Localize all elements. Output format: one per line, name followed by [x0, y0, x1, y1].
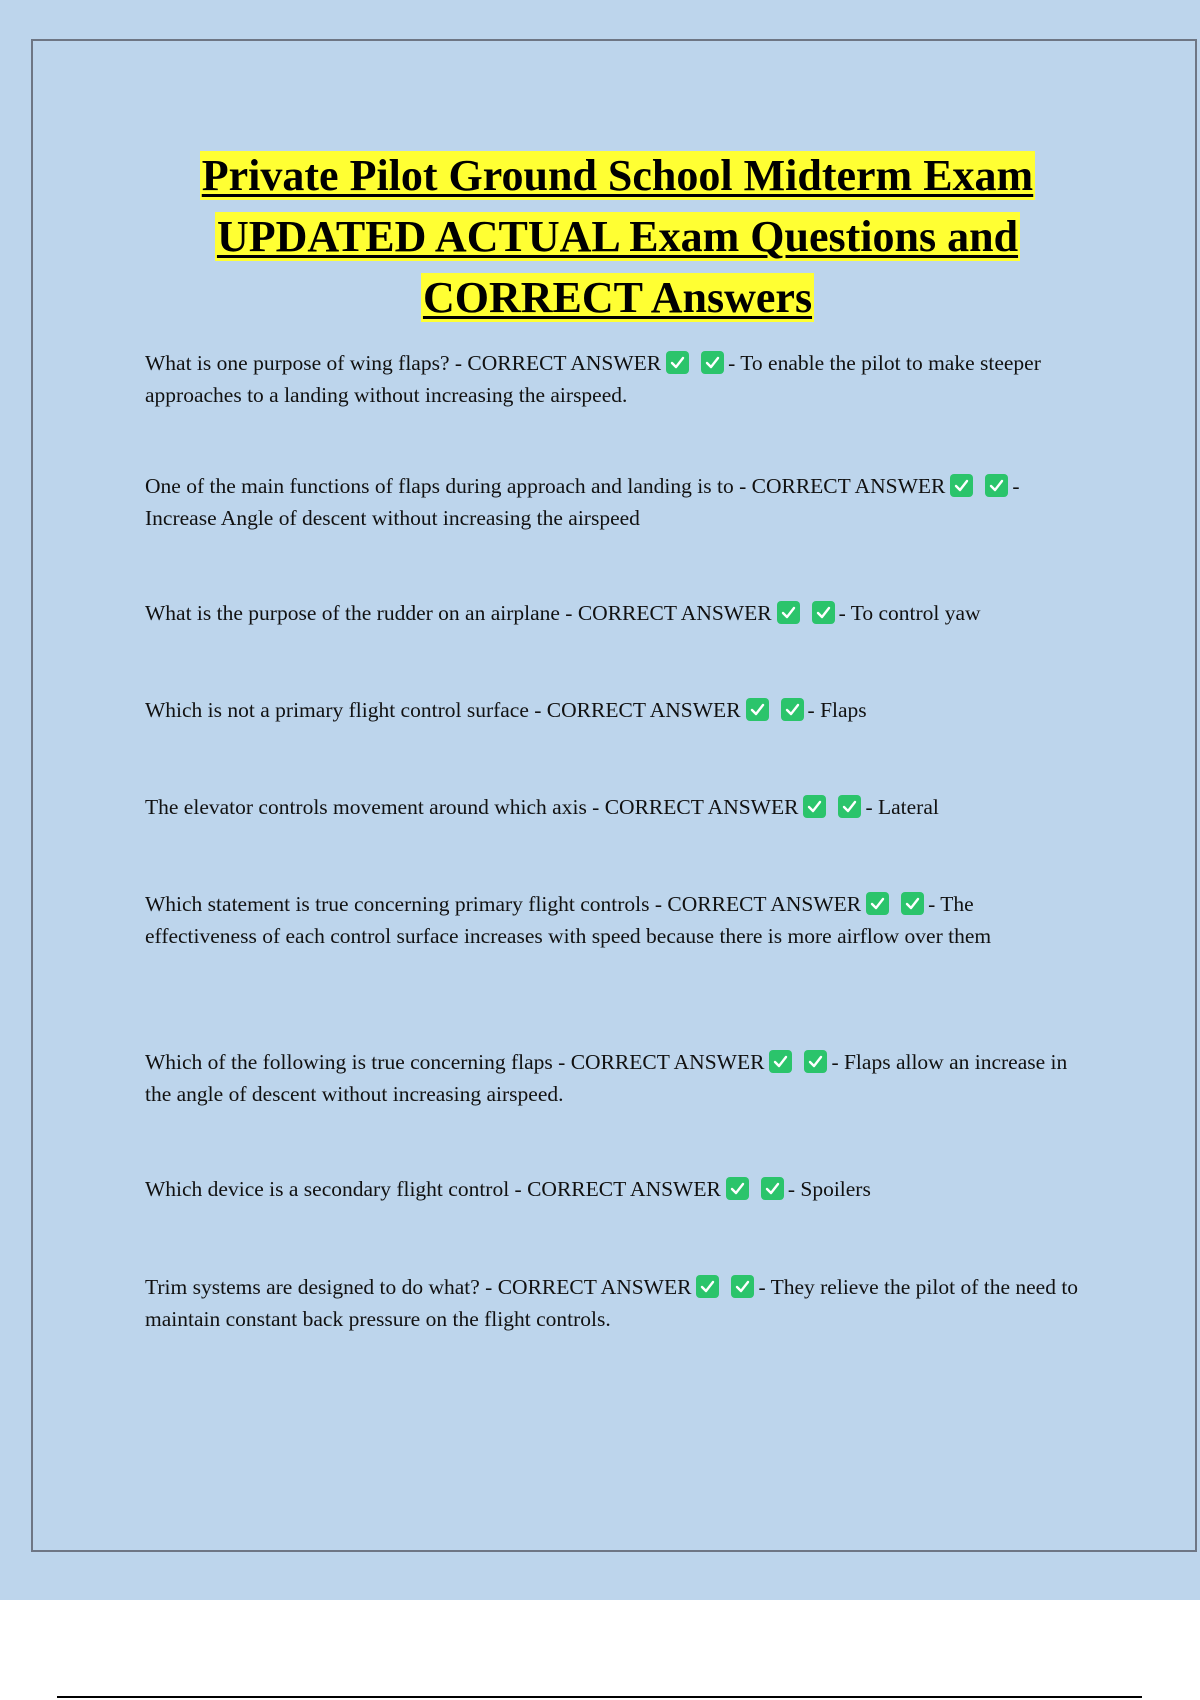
answer-text: - To enable the pilot to make steeper approaches to a landing without increasing the airspeed. [145, 351, 1041, 407]
qa-item [145, 888, 1090, 952]
question-text: What is one purpose of wing flaps? - CORRECT ANSWER [145, 351, 662, 375]
question-text: Which of the following is true concerning flaps - CORRECT ANSWER [145, 1050, 765, 1074]
check-mark-icon [812, 601, 835, 624]
check-mark-icon [901, 892, 924, 915]
check-mark-icon [777, 601, 800, 624]
answer-text: - Lateral [865, 795, 939, 819]
check-mark-icon [804, 1050, 827, 1073]
qa-item [145, 470, 1090, 534]
answer-text: - Flaps [807, 698, 867, 722]
answer-text: - They relieve the pilot of the need to maintain constant back pressure on the flight controls. [145, 1275, 1079, 1331]
qa-item [145, 347, 1090, 411]
document-title [150, 145, 1085, 328]
check-mark-icon [701, 351, 724, 374]
qa-item [145, 1173, 1090, 1205]
check-mark-icon [866, 892, 889, 915]
check-mark-icon [803, 795, 826, 818]
question-text: Which is not a primary flight control surface - CORRECT ANSWER [145, 698, 741, 722]
question-text: Which statement is true concerning primary flight controls - CORRECT ANSWER [145, 892, 862, 916]
question-text: Trim systems are designed to do what? - CORRECT ANSWER [145, 1275, 692, 1299]
title-line-1: Private Pilot Ground School Midterm Exam [201, 151, 1034, 200]
answer-text: - The effectiveness of each control surface increases with speed because there is more airflow over them [145, 892, 992, 948]
qa-item [145, 597, 1090, 629]
check-mark-icon [950, 474, 973, 497]
answer-text: - Increase Angle of descent without increasing the airspeed [145, 474, 1020, 530]
check-mark-icon [761, 1177, 784, 1200]
bottom-divider [57, 1696, 1142, 1698]
question-text: One of the main functions of flaps during approach and landing is to - CORRECT ANSWER [145, 474, 946, 498]
check-mark-icon [696, 1275, 719, 1298]
answer-text: - Flaps allow an increase in the angle of descent without increasing airspeed. [145, 1050, 1068, 1106]
question-text: The elevator controls movement around which axis - CORRECT ANSWER [145, 795, 799, 819]
check-mark-icon [769, 1050, 792, 1073]
title-line-2: UPDATED ACTUAL Exam Questions and [216, 212, 1019, 261]
check-mark-icon [838, 795, 861, 818]
qa-item [145, 694, 1090, 726]
check-mark-icon [985, 474, 1008, 497]
check-mark-icon [666, 351, 689, 374]
answer-text: - To control yaw [838, 601, 981, 625]
qa-item [145, 1271, 1090, 1335]
check-mark-icon [781, 698, 804, 721]
check-mark-icon [726, 1177, 749, 1200]
question-text: Which device is a secondary flight control - CORRECT ANSWER [145, 1177, 721, 1201]
answer-text: - Spoilers [787, 1177, 871, 1201]
check-mark-icon [731, 1275, 754, 1298]
question-text: What is the purpose of the rudder on an airplane - CORRECT ANSWER [145, 601, 772, 625]
check-mark-icon [746, 698, 769, 721]
qa-item [145, 1046, 1090, 1110]
title-line-3: CORRECT Answers [422, 273, 813, 322]
qa-item [145, 791, 1090, 823]
